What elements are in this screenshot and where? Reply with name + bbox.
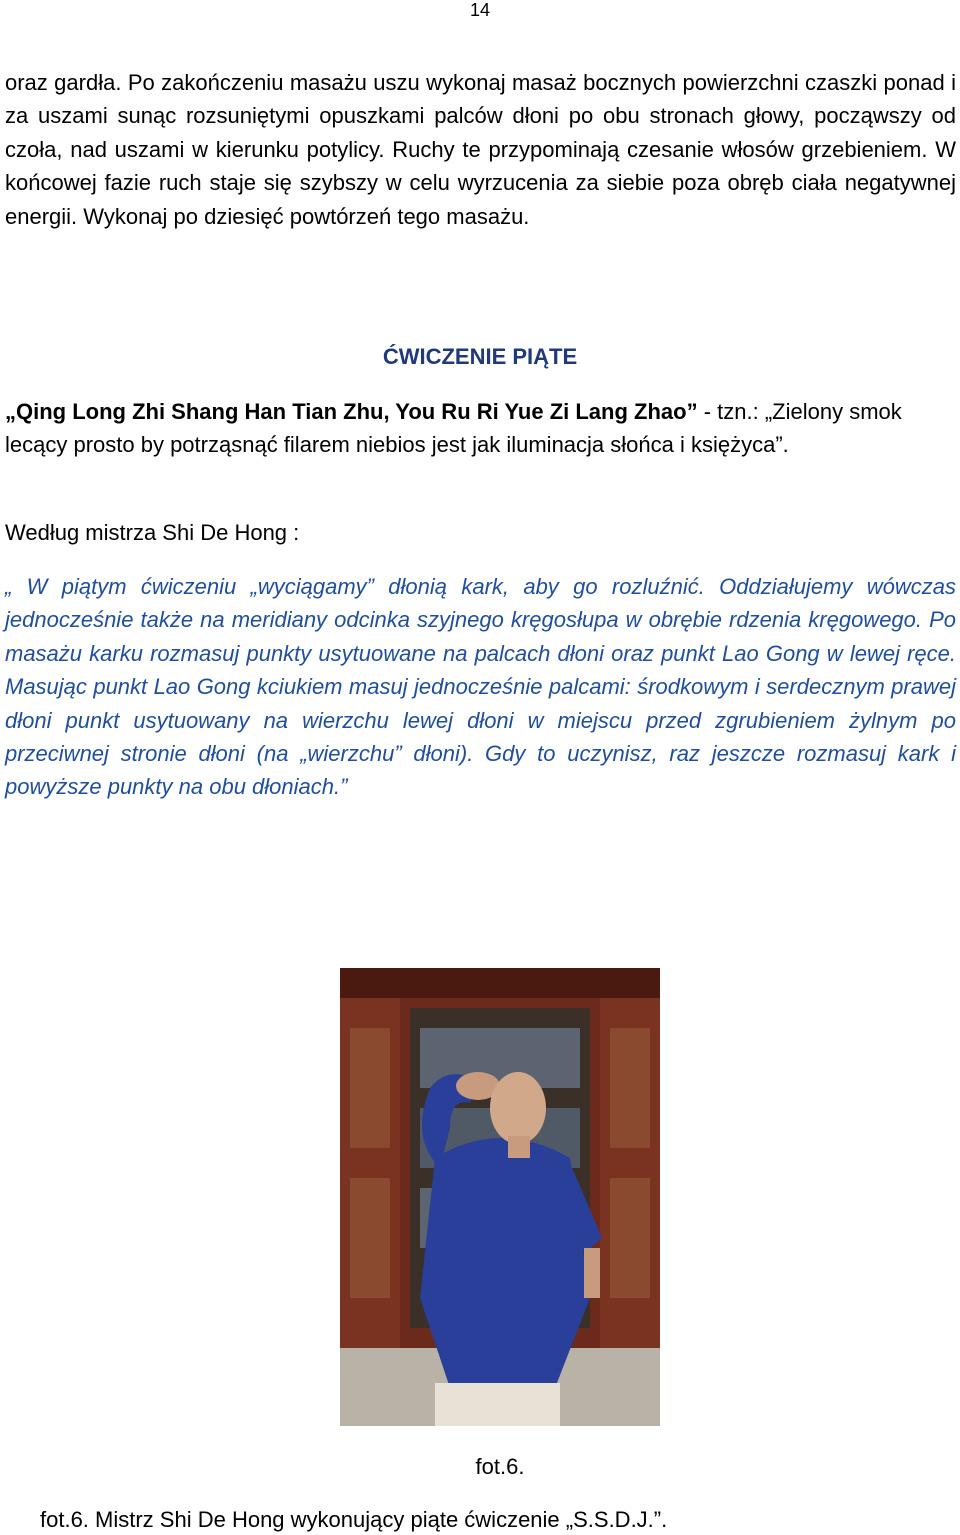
exercise-translation: „Zielony smok lecący prosto by potrząsnąć filarem niebios jest jak iluminacja słońca i księżyca”. [5, 399, 902, 458]
translation-prefix: - tzn.: [697, 399, 765, 424]
exercise-title [5, 395, 956, 462]
paragraph-massage: oraz gardła. Po zakończeniu masażu uszu wykonaj masaż bocznych powierzchni czaszki ponad i za uszami sunąc rozsuniętymi opuszkami palców dłoni po obu stronach głowy, począwszy od czoła, nad uszami w kierunku potylicy. Ruchy te przypominają czesanie włosów grzebieniem. W końcowej fazie ruch staje się szybszy w celu wyrzucenia za siebie poza obręb ciała negatywnej energii. Wykonaj po dziesięć powtórzeń tego masażu. [5, 70, 956, 229]
photo-illustration [340, 968, 660, 1426]
figure-label: fot.6. [475, 1454, 525, 1479]
exercise-name: „Qing Long Zhi Shang Han Tian Zhu, You Ru Ri Yue Zi Lang Zhao” [5, 399, 698, 424]
figure-caption: fot.6. Mistrz Shi De Hong wykonujący piąte ćwiczenie „S.S.D.J.”. [40, 1507, 668, 1532]
master-quote: „ W piątym ćwiczeniu „wyciągamy” dłonią kark, aby go rozluźnić. Oddziałujemy wówczas jednocześnie także na meridiany odcinka szyjnego kręgosłupa w obrębie rdzenia kręgowego. Po masażu karku rozmasuj punkty usytuowane na palcach dłoni oraz punkt Lao Gong w lewej ręce. Masując punkt Lao Gong kciukiem masuj jednocześnie palcami: środkowym i serdecznym prawej dłoni punkt usytuowany na wierzchu lewej dłoni w miejscu przed zgrubieniem żylnym po przeciwnej stronie dłoni (na „wierzchu” dłoni). Gdy to uczynisz, raz jeszcze rozmasuj kark i powyższe punkty na obu dłoniach.” [5, 574, 956, 800]
master-intro: Według mistrza Shi De Hong : [5, 520, 300, 545]
exercise-photo [340, 968, 660, 1426]
exercise-heading: ĆWICZENIE PIĄTE [382, 344, 578, 369]
page-number: 14 [469, 0, 491, 20]
